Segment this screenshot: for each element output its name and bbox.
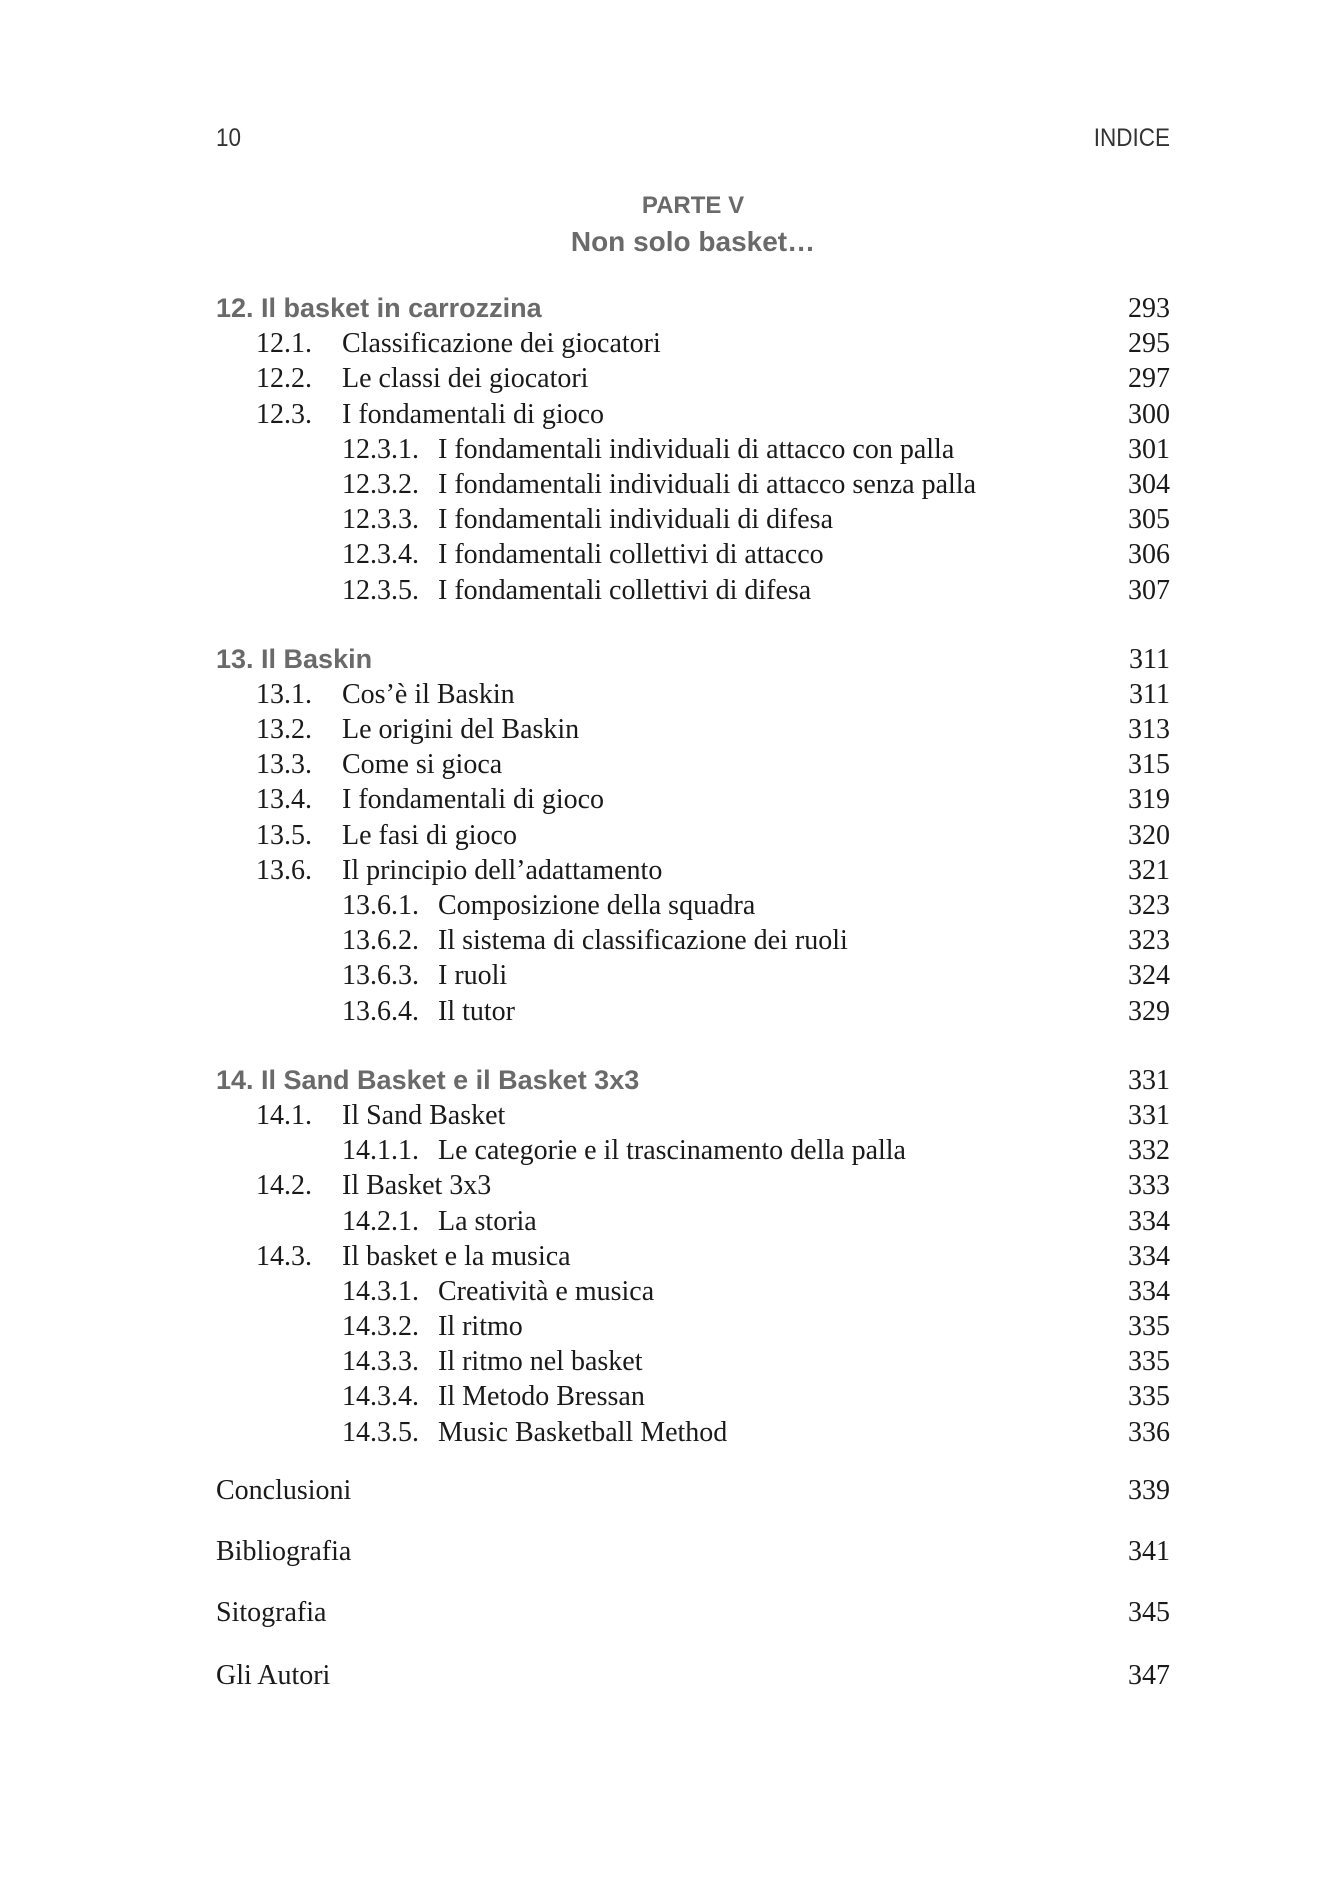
subsection-number: 14.3.1. bbox=[342, 1275, 419, 1307]
toc-subsection-row bbox=[216, 1415, 1170, 1450]
section-number: 14.1. bbox=[256, 1099, 312, 1131]
subsection-title: I fondamentali collettivi di difesa bbox=[438, 574, 812, 606]
toc-subsection-row bbox=[216, 888, 1170, 923]
section-number: 13.6. bbox=[256, 854, 312, 886]
toc-chapter-row bbox=[216, 291, 1170, 326]
section-title: Il Basket 3x3 bbox=[342, 1170, 492, 1202]
subsection-number: 13.6.3. bbox=[342, 960, 419, 992]
subsection-title: Il ritmo nel basket bbox=[438, 1346, 643, 1378]
section-number: 12.3. bbox=[256, 398, 312, 430]
page-number: 331 bbox=[1128, 1064, 1170, 1096]
page-number: 334 bbox=[1128, 1275, 1170, 1307]
toc-subsection-row bbox=[216, 573, 1170, 608]
toc-subsection-row bbox=[216, 1204, 1170, 1239]
subsection-title: Creatività e musica bbox=[438, 1275, 655, 1307]
page-number: 297 bbox=[1128, 363, 1170, 395]
page-number: 323 bbox=[1128, 925, 1170, 957]
subsection-number: 14.3.4. bbox=[342, 1381, 419, 1413]
section-title: Le origini del Baskin bbox=[342, 714, 580, 746]
page-number: 341 bbox=[1128, 1535, 1170, 1567]
toc-back-matter-row bbox=[216, 1521, 1170, 1582]
page-number: 304 bbox=[1128, 468, 1170, 500]
table-of-contents bbox=[216, 291, 1170, 1709]
chapter-title: 12. Il basket in carrozzina bbox=[216, 293, 542, 323]
toc-subsection-row bbox=[216, 537, 1170, 572]
chapter-gap bbox=[216, 1029, 1170, 1063]
toc-section-row bbox=[216, 361, 1170, 396]
subsection-title: Music Basketball Method bbox=[438, 1416, 728, 1448]
subsection-number: 12.3.5. bbox=[342, 574, 419, 606]
page-number: 307 bbox=[1128, 574, 1170, 606]
page-number: 324 bbox=[1128, 960, 1170, 992]
back-matter-title: Gli Autori bbox=[216, 1659, 331, 1691]
section-number: 14.2. bbox=[256, 1170, 312, 1202]
section-title: Cos’è il Baskin bbox=[342, 678, 515, 710]
page-number: 315 bbox=[1128, 749, 1170, 781]
subsection-number: 14.3.5. bbox=[342, 1416, 419, 1448]
section-number: 13.3. bbox=[256, 749, 312, 781]
part-title: Non solo basket… bbox=[570, 226, 816, 257]
toc-subsection-row bbox=[216, 1274, 1170, 1309]
subsection-title: Il tutor bbox=[438, 995, 515, 1027]
subsection-number: 13.6.4. bbox=[342, 995, 419, 1027]
toc-back-matter-row bbox=[216, 1582, 1170, 1643]
page-number: 313 bbox=[1128, 714, 1170, 746]
section-number: 12.2. bbox=[256, 363, 312, 395]
subsection-title: Il sistema di classificazione dei ruoli bbox=[438, 925, 848, 957]
page-number: 10 bbox=[216, 124, 242, 152]
page-number: 306 bbox=[1128, 539, 1170, 571]
subsection-number: 13.6.2. bbox=[342, 925, 419, 957]
page-number: 347 bbox=[1128, 1659, 1170, 1691]
section-title: INDICE bbox=[1093, 124, 1170, 152]
page-number: 311 bbox=[1129, 678, 1170, 710]
page-number: 295 bbox=[1128, 328, 1170, 360]
page-number: 334 bbox=[1128, 1205, 1170, 1237]
subsection-title: Composizione della squadra bbox=[438, 890, 756, 921]
section-number: 14.3. bbox=[256, 1240, 312, 1272]
toc-subsection-row bbox=[216, 467, 1170, 502]
toc-section-row bbox=[216, 677, 1170, 712]
subsection-title: I fondamentali individuali di attacco con palla bbox=[438, 433, 955, 465]
toc-section-row bbox=[216, 397, 1170, 432]
running-head bbox=[216, 124, 1170, 153]
part-label: PARTE V bbox=[641, 192, 745, 219]
page-number: 301 bbox=[1128, 433, 1170, 465]
subsection-title: Il ritmo bbox=[438, 1311, 523, 1343]
section-number: 13.5. bbox=[256, 819, 312, 851]
page-number: 335 bbox=[1128, 1346, 1170, 1378]
back-matter-title: Sitografia bbox=[216, 1596, 327, 1628]
subsection-title: La storia bbox=[438, 1205, 537, 1237]
page-number: 333 bbox=[1128, 1170, 1170, 1202]
toc-subsection-row bbox=[216, 1344, 1170, 1379]
page-number: 300 bbox=[1128, 398, 1170, 430]
subsection-title: I fondamentali collettivi di attacco bbox=[438, 539, 824, 571]
page-number: 332 bbox=[1128, 1135, 1170, 1167]
back-matter-title: Conclusioni bbox=[216, 1474, 352, 1506]
section-number: 13.1. bbox=[256, 678, 312, 710]
toc-section-row bbox=[216, 853, 1170, 888]
toc-subsection-row bbox=[216, 1133, 1170, 1168]
page-number: 334 bbox=[1128, 1240, 1170, 1272]
page-number: 319 bbox=[1128, 784, 1170, 816]
toc-subsection-row bbox=[216, 1379, 1170, 1414]
subsection-number: 14.1.1. bbox=[342, 1135, 419, 1167]
section-title: Il principio dell’adattamento bbox=[342, 854, 663, 886]
page-number: 321 bbox=[1128, 854, 1170, 886]
section-title: I fondamentali di gioco bbox=[342, 784, 605, 816]
subsection-title: Il Metodo Bressan bbox=[438, 1381, 645, 1413]
back-matter-gap bbox=[216, 1450, 1170, 1460]
toc-section-row bbox=[216, 712, 1170, 747]
section-number: 13.4. bbox=[256, 784, 312, 816]
section-title: Come si gioca bbox=[342, 749, 503, 781]
page-number: 331 bbox=[1128, 1099, 1170, 1131]
page-number: 345 bbox=[1128, 1596, 1170, 1628]
subsection-number: 14.3.2. bbox=[342, 1311, 419, 1343]
subsection-number: 14.3.3. bbox=[342, 1346, 419, 1378]
subsection-title: I fondamentali individuali di difesa bbox=[438, 504, 834, 536]
toc-chapter-row bbox=[216, 1063, 1170, 1098]
chapter-title: 14. Il Sand Basket e il Basket 3x3 bbox=[216, 1064, 640, 1095]
toc-section-row bbox=[216, 747, 1170, 782]
toc-back-matter-row bbox=[216, 1643, 1170, 1709]
section-title: Il Sand Basket bbox=[342, 1099, 506, 1131]
subsection-number: 12.3.2. bbox=[342, 468, 419, 500]
chapter-gap bbox=[216, 608, 1170, 642]
toc-section-row bbox=[216, 326, 1170, 361]
page-number: 320 bbox=[1128, 819, 1170, 851]
part-heading bbox=[216, 190, 1170, 262]
subsection-title: I fondamentali individuali di attacco senza palla bbox=[438, 468, 977, 500]
section-title: Classificazione dei giocatori bbox=[342, 328, 661, 360]
toc-subsection-row bbox=[216, 958, 1170, 993]
chapter-title: 13. Il Baskin bbox=[216, 643, 373, 674]
toc-section-row bbox=[216, 1098, 1170, 1133]
toc-subsection-row bbox=[216, 994, 1170, 1029]
subsection-title: I ruoli bbox=[438, 960, 508, 992]
section-number: 12.1. bbox=[256, 328, 312, 360]
page-number: 293 bbox=[1128, 293, 1170, 324]
page-number: 311 bbox=[1129, 643, 1170, 675]
page-number: 339 bbox=[1128, 1474, 1170, 1506]
toc-subsection-row bbox=[216, 432, 1170, 467]
toc-back-matter-row bbox=[216, 1460, 1170, 1521]
toc-section-row bbox=[216, 1168, 1170, 1203]
section-title: Il basket e la musica bbox=[342, 1240, 571, 1272]
section-number: 13.2. bbox=[256, 714, 312, 746]
toc-subsection-row bbox=[216, 923, 1170, 958]
section-title: Le fasi di gioco bbox=[342, 819, 517, 851]
page-number: 323 bbox=[1128, 890, 1170, 921]
page-number: 335 bbox=[1128, 1381, 1170, 1413]
toc-chapter-row bbox=[216, 642, 1170, 677]
subsection-number: 12.3.3. bbox=[342, 504, 419, 536]
section-title: I fondamentali di gioco bbox=[342, 398, 605, 430]
toc-section-row bbox=[216, 782, 1170, 817]
toc-section-row bbox=[216, 1239, 1170, 1274]
back-matter-title: Bibliografia bbox=[216, 1535, 352, 1567]
subsection-number: 12.3.4. bbox=[342, 539, 419, 571]
subsection-number: 13.6.1. bbox=[342, 890, 419, 921]
toc-subsection-row bbox=[216, 502, 1170, 537]
subsection-title: Le categorie e il trascinamento della palla bbox=[438, 1135, 906, 1167]
page-number: 335 bbox=[1128, 1311, 1170, 1343]
page-number: 305 bbox=[1128, 504, 1170, 536]
subsection-number: 14.2.1. bbox=[342, 1205, 419, 1237]
page-number: 336 bbox=[1128, 1416, 1170, 1448]
page-number: 329 bbox=[1128, 995, 1170, 1027]
subsection-number: 12.3.1. bbox=[342, 433, 419, 465]
section-title: Le classi dei giocatori bbox=[342, 363, 589, 395]
toc-section-row bbox=[216, 818, 1170, 853]
toc-subsection-row bbox=[216, 1309, 1170, 1344]
